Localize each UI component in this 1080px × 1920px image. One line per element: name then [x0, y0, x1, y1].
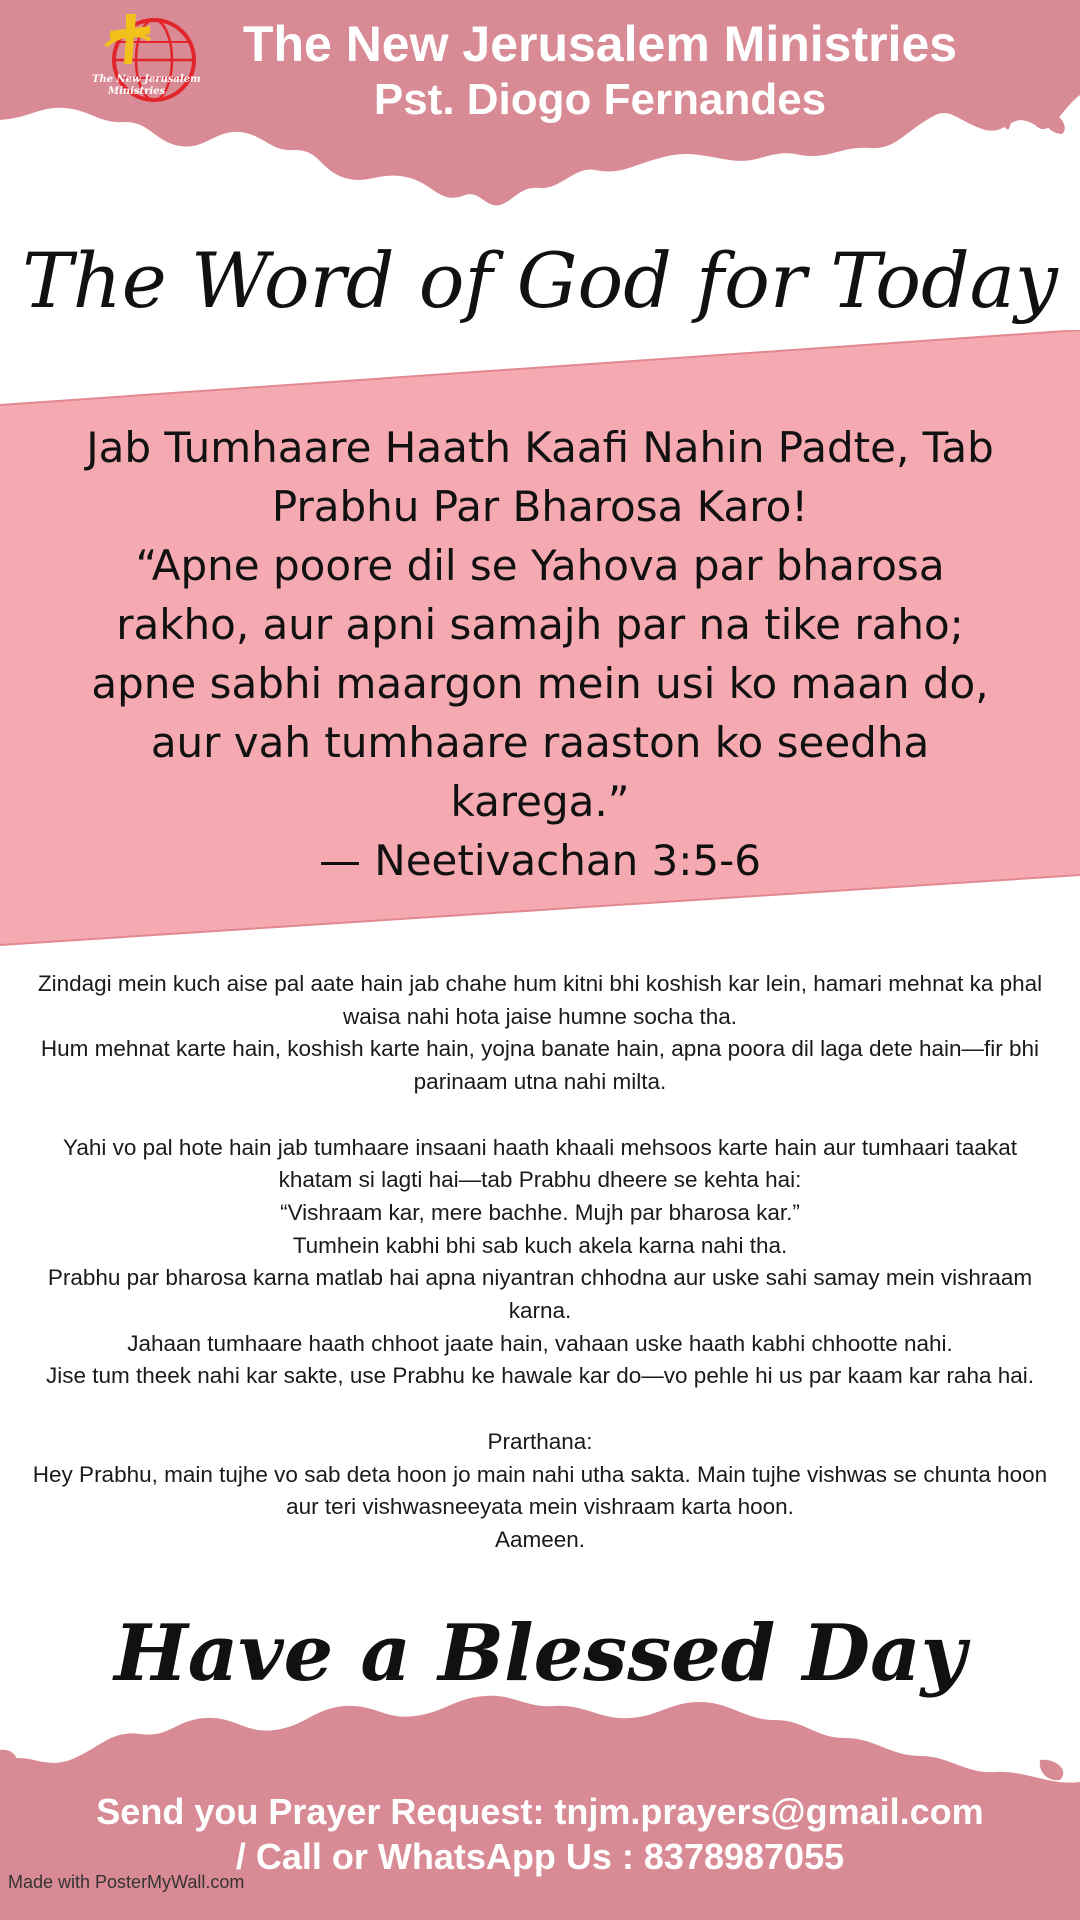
verse-quote: “Apne poore dil se Yahova par bharosa: [135, 541, 945, 590]
body-paragraph: “Vishraam kar, mere bachhe. Mujh par bharosa kar.”: [280, 1199, 800, 1225]
verse-quote: karega.”: [450, 777, 630, 826]
verse-block: [30, 418, 1050, 890]
page-heading: The Word of God for Today: [22, 236, 1058, 325]
verse-title: Jab Tumhaare Haath Kaafi Nahin Padte, Tab: [86, 423, 994, 472]
body-paragraph: Zindagi mein kuch aise pal aate hain jab chahe hum kitni bhi koshish kar lein, hamari mehnat ka phal waisa nahi hota jaise humne socha tha.: [37, 971, 1043, 1029]
footer-drip-2: [1040, 1760, 1063, 1781]
logo-text: Ministries: [108, 86, 166, 97]
prayer-text: Hey Prabhu, main tujhe vo sab deta hoon jo main nahi utha sakta. Main tujhe vishwas se chunta hoon aur teri vishwasneeyata mein vishraam karta hoon.: [32, 1461, 1048, 1520]
closing-blessing: Have a Blessed Day: [114, 1608, 966, 1699]
verse-reference: — Neetivachan 3:5-6: [318, 836, 762, 885]
footer-prayer-request: Send you Prayer Request: tnjm.prayers@gmail.com: [96, 1791, 984, 1832]
body-paragraph: Jise tum theek nahi kar sakte, use Prabhu ke hawale kar do—vo pehle hi us par kaam kar raha hai.: [45, 1363, 1035, 1389]
paragraph-spacer: [30, 1393, 1050, 1426]
footer-contact: / Call or WhatsApp Us : 8378987055: [235, 1836, 845, 1877]
verse-quote: apne sabhi maargon mein usi ko maan do,: [91, 659, 989, 708]
body-paragraph: Hum mehnat karte hain, koshish karte hain, yojna banate hain, apna poora dil laga dete hain—fir bhi parinaam utna nahi milta.: [40, 1036, 1040, 1095]
prayer-label: Prarthana:: [487, 1428, 593, 1454]
paragraph-spacer: [30, 1099, 1050, 1132]
made-with-watermark: Made with PosterMyWall.com: [8, 1872, 245, 1892]
verse-title: Prabhu Par Bharosa Karo!: [271, 482, 809, 531]
body-paragraph: Jahaan tumhaare haath chhoot jaate hain, vahaan uske haath kabhi chhootte nahi.: [127, 1330, 953, 1356]
body-paragraph: Prabhu par bharosa karna matlab hai apna niyantran chhodna aur uske sahi samay mein vishraam karna.: [47, 1265, 1033, 1324]
verse-quote: rakho, aur apni samajh par na tike raho;: [116, 600, 964, 649]
header-subtitle: Pst. Diogo Fernandes: [373, 75, 827, 124]
devotional-body: [30, 968, 1050, 1557]
verse-quote: aur vah tumhaare raaston ko seedha: [150, 718, 930, 767]
amen-text: Aameen.: [494, 1526, 586, 1552]
body-paragraph: Tumhein kabhi bhi sab kuch akela karna nahi tha.: [292, 1232, 788, 1258]
body-paragraph: Yahi vo pal hote hain jab tumhaare insaani haath khaali mehsoos karte hain aur tumhaari taakat khatam si lagti hai—tab Prabhu dheere se kehta hai:: [63, 1134, 1017, 1193]
logo-text: The New Jerusalem: [92, 74, 201, 85]
header-title: The New Jerusalem Ministries: [242, 16, 958, 72]
